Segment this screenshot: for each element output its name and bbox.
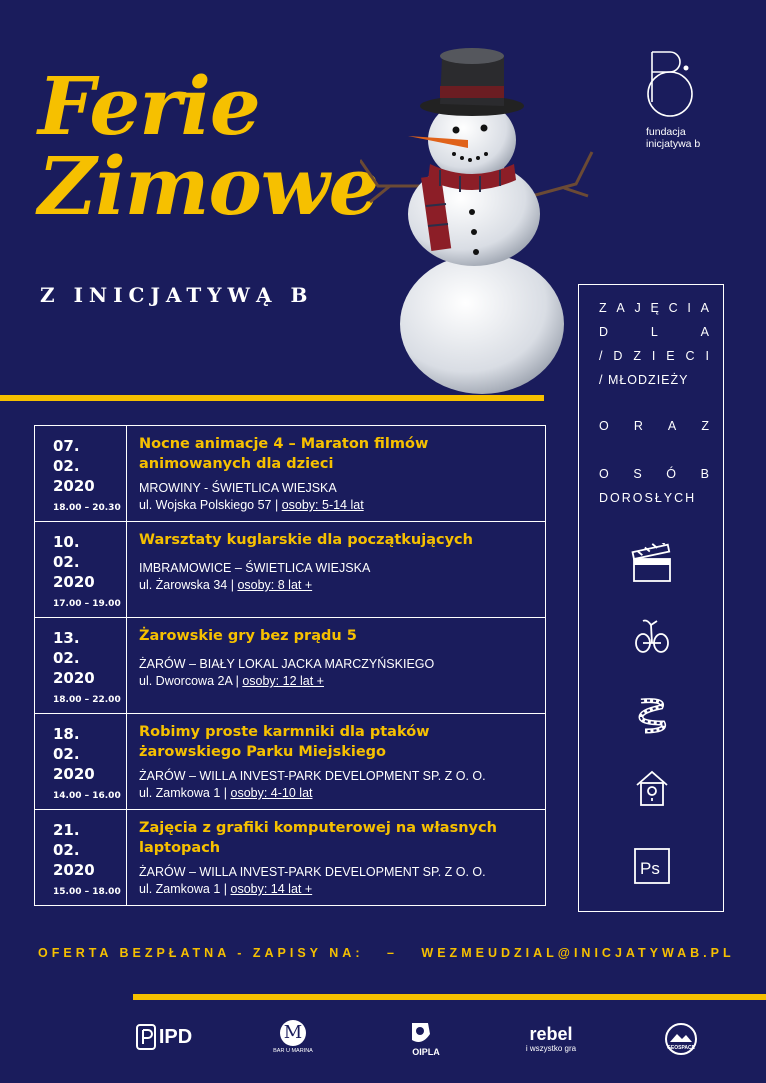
event-place [139, 656, 545, 690]
event-venue: ŻARÓW – WILLA INVEST-PARK DEVELOPMENT SP. Z O. O. [139, 769, 486, 783]
event-info [127, 618, 545, 713]
event-time: 15.00 – 18.00 [53, 887, 121, 897]
event-date [35, 522, 127, 617]
title-line-2: Zimowe [38, 139, 379, 233]
event-name-line-2: laptopach [139, 840, 221, 856]
event-year: 2020 [53, 477, 95, 495]
event-place [139, 864, 545, 898]
word-mlodziezy: / MŁODZIEŻY [599, 373, 689, 387]
event-name-line-1: Zajęcia z grafiki komputerowej na własnych [139, 820, 497, 836]
event-month: 02. [53, 553, 80, 571]
event-day: 21. [53, 821, 80, 839]
word-doroslych: DOROSŁYCH [599, 491, 697, 505]
word-zajecia: Z A J Ę C I A [599, 301, 709, 315]
event-time: 18.00 – 20.30 [53, 503, 121, 513]
word-oraz: O R A Z [599, 419, 709, 433]
event-place [139, 480, 545, 514]
event-info [127, 522, 545, 617]
event-time: 14.00 – 16.00 [53, 791, 121, 801]
word-dla: D L A [599, 325, 709, 339]
divider-line-bottom [133, 994, 766, 1000]
event-name-line-1: Nocne animacje 4 – Maraton filmów [139, 436, 429, 452]
event-year: 2020 [53, 765, 95, 783]
event-ages: osoby: 8 lat + [237, 578, 313, 592]
event-place [139, 768, 545, 802]
photoshop-icon [631, 845, 673, 887]
event-info [127, 714, 545, 809]
event-row [35, 426, 545, 522]
event-address: ul. Żarowska 34 | [139, 578, 234, 592]
event-year: 2020 [53, 573, 95, 591]
logo-line-2: inicjatywa b [646, 138, 701, 150]
event-month: 02. [53, 649, 80, 667]
event-day: 18. [53, 725, 80, 743]
event-venue: IMBRAMOWICE – ŚWIETLICA WIEJSKA [139, 561, 371, 575]
oipla-logo [394, 1020, 446, 1057]
rope-icon [631, 693, 673, 735]
event-name-line-2: żarowskiego Parku Miejskiego [139, 744, 387, 760]
event-venue: ŻARÓW – BIAŁY LOKAL JACKA MARCZYŃSKIEGO [139, 657, 435, 671]
event-ages: osoby: 4-10 lat [230, 786, 313, 800]
rebel-logo [516, 1024, 586, 1053]
title-line-1: Ferie [38, 59, 260, 153]
event-address: ul. Dworcowa 2A | [139, 674, 239, 688]
birdhouse-icon [631, 769, 673, 811]
event-time: 17.00 – 19.00 [53, 599, 121, 609]
event-day: 10. [53, 533, 80, 551]
event-address: ul. Wojska Polskiego 57 | [139, 498, 279, 512]
subtitle: Z INICJATYWĄ B [40, 283, 314, 307]
event-info [127, 426, 545, 521]
marina-letter: M [280, 1020, 306, 1046]
event-date [35, 426, 127, 521]
oipla-text: OIPLA [412, 1047, 440, 1057]
event-row [35, 714, 545, 810]
geospace-text: GEOSPACE [667, 1045, 695, 1051]
event-venue: ŻARÓW – WILLA INVEST-PARK DEVELOPMENT SP. Z O. O. [139, 865, 486, 879]
event-row [35, 810, 545, 906]
svg-text:Ps: Ps [640, 859, 660, 878]
event-day: 13. [53, 629, 80, 647]
marina-text: BAR U MARINA [273, 1048, 313, 1054]
divider-line-top [0, 395, 544, 401]
juggling-unicycle-icon [631, 615, 673, 657]
geospace-logo [660, 1022, 702, 1051]
event-month: 02. [53, 841, 80, 859]
snowman-illustration [360, 36, 600, 396]
event-name-line-1: Robimy proste karmniki dla ptaków [139, 724, 430, 740]
signup-email[interactable]: WEZMEUDZIAL@INICJATYWAB.PL [421, 946, 735, 960]
event-day: 07. [53, 437, 80, 455]
event-time: 18.00 – 22.00 [53, 695, 121, 705]
event-date [35, 714, 127, 809]
rebel-subtext: i wszystko gra [525, 1044, 577, 1053]
inicjatywa-b-logo-icon [642, 46, 702, 118]
event-info [127, 810, 545, 905]
word-dzieci: / D Z I E C I [599, 349, 709, 363]
ipd-mark-icon [136, 1024, 156, 1050]
event-name-line-1: Warsztaty kuglarskie dla początkujących [139, 532, 473, 548]
event-venue: MROWINY - ŚWIETLICA WIEJSKA [139, 481, 337, 495]
event-date [35, 810, 127, 905]
ipd-logo [133, 1024, 195, 1050]
event-place [139, 560, 545, 594]
event-address: ul. Zamkowa 1 | [139, 786, 228, 800]
audience-panel [578, 284, 724, 912]
offer-line [38, 946, 735, 960]
event-year: 2020 [53, 861, 95, 879]
event-month: 02. [53, 745, 80, 763]
event-ages: osoby: 5-14 lat [281, 498, 364, 512]
event-row [35, 522, 545, 618]
events-table [34, 425, 546, 906]
offer-dash: – [386, 946, 398, 960]
event-date [35, 618, 127, 713]
foundation-logo [620, 46, 710, 150]
event-month: 02. [53, 457, 80, 475]
clapperboard-icon [631, 543, 673, 585]
offer-text: OFERTA BEZPŁATNA - ZAPISY NA: [38, 946, 364, 960]
bar-u-marina-logo [268, 1020, 318, 1054]
event-ages: osoby: 14 lat + [230, 882, 313, 896]
rebel-text: rebel [529, 1024, 573, 1044]
ipd-text: IPD [158, 1025, 193, 1048]
logo-line-1: fundacja [646, 126, 686, 138]
event-row [35, 618, 545, 714]
sponsor-logos [0, 1020, 766, 1070]
word-osob: O S Ó B [599, 467, 709, 481]
event-ages: osoby: 12 lat + [242, 674, 324, 688]
event-address: ul. Zamkowa 1 | [139, 882, 228, 896]
event-year: 2020 [53, 669, 95, 687]
oipla-mark-icon [408, 1020, 432, 1046]
event-name-line-2: animowanych dla dzieci [139, 456, 334, 472]
event-name-line-1: Żarowskie gry bez prądu 5 [139, 628, 357, 644]
